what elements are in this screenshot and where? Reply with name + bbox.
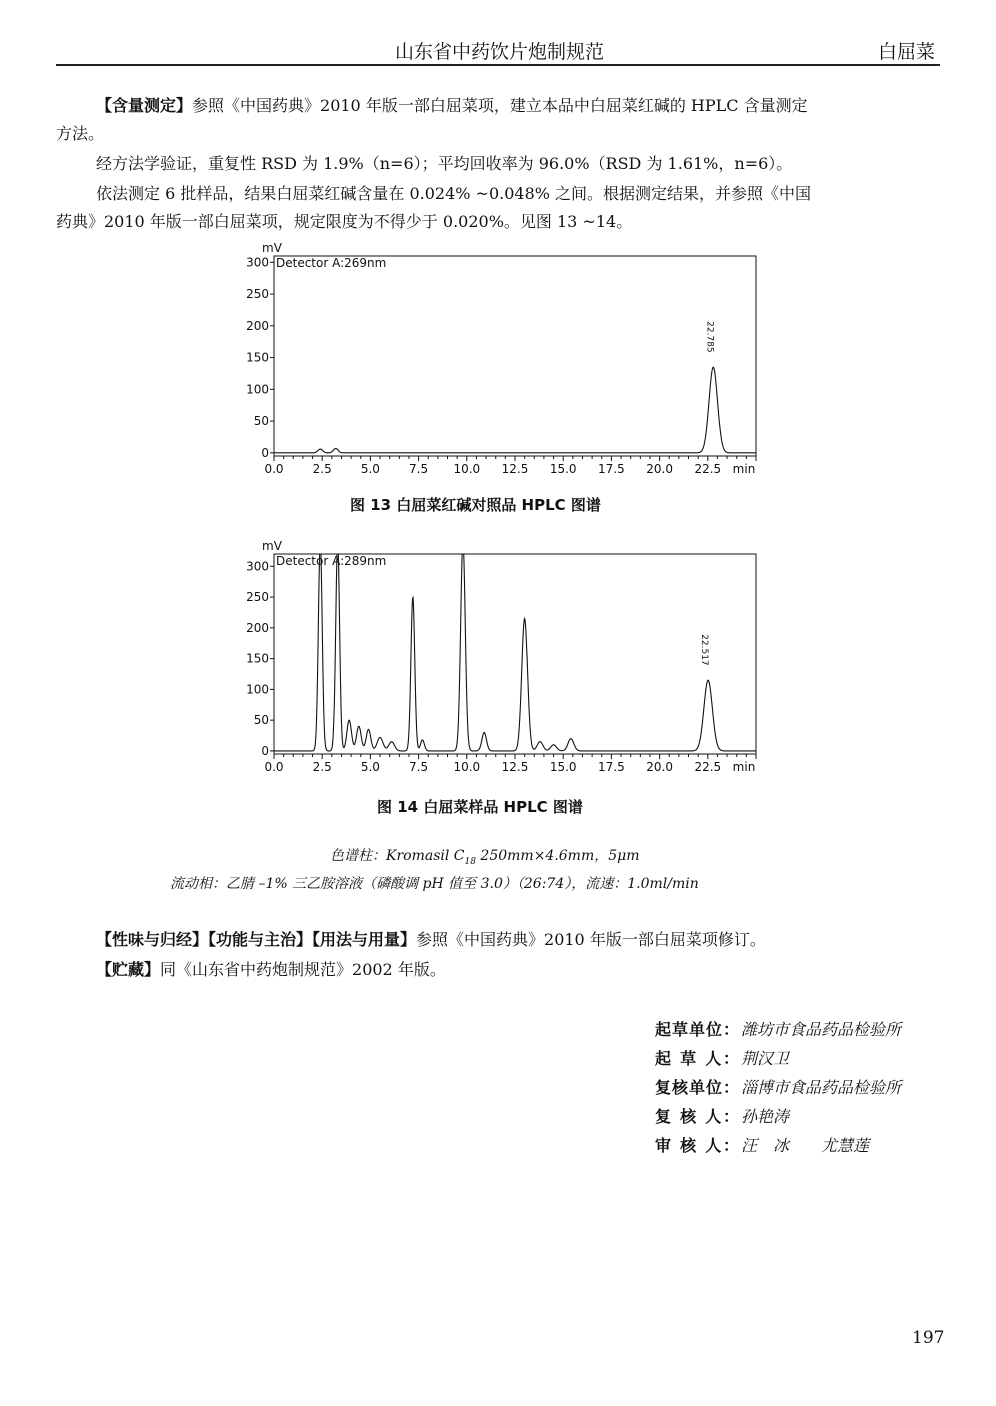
y-tick-label: 150 [246,651,269,666]
x-tick-label: 7.5 [409,760,429,772]
signature-label: 起 草 人： [655,1049,739,1068]
signature-value: 汪 冰 尤慧莲 [741,1136,870,1155]
x-tick-label: 17.5 [598,760,625,772]
x-tick-label: 2.5 [312,760,332,772]
peak-retention-label: 22.785 [704,321,715,353]
signature-label: 审 核 人： [655,1136,739,1155]
column-condition [330,845,640,867]
y-tick-label: 50 [253,414,269,429]
properties-labels: 【性味与归经】【功能与主治】【用法与用量】 [96,930,417,949]
chromatogram-trace [274,367,756,453]
column-text: 色谱柱：Kromasil C [330,848,465,864]
result-line-2: 药典》2010 年版一部白屈菜项，规定限度为不得少于 0.020%。见图 13 ~14。 [56,212,633,231]
y-tick-label: 50 [253,713,269,728]
signature-label: 起草单位： [655,1020,739,1039]
validation-text: 经方法学验证，重复性 RSD 为 1.9%（n=6）；平均回收率为 96.0%（RSD 为 1.61%，n=6）。 [96,154,793,173]
x-tick-label: 0.0 [264,760,284,772]
signature-value: 潍坊市食品药品检验所 [741,1020,902,1039]
fig14-chromatogram [236,536,772,772]
y-tick-label: 100 [246,682,269,697]
detector-label: Detector A:269nm [276,256,387,270]
signature-value: 淄博市食品药品检验所 [741,1078,902,1097]
running-header-title: 山东省中药饮片炮制规范 [395,41,605,63]
storage-text: 同《山东省中药炮制规范》2002 年版。 [160,960,446,979]
result-line-1: 依法测定 6 批样品，结果白屈菜红碱含量在 0.024% ~0.048% 之间。根据测定结果，并参照《中国 [96,184,812,203]
y-tick-label: 250 [246,287,269,302]
peak-retention-label: 22.517 [699,634,710,666]
x-tick-label: 10.0 [453,760,481,772]
signature-value: 孙艳涛 [741,1107,790,1126]
y-axis-unit: mV [262,241,282,255]
y-tick-label: 200 [246,620,269,635]
x-axis-unit: min [732,760,756,772]
x-tick-label: 0.0 [264,462,284,474]
storage-line [96,959,446,981]
chromatogram-trace [274,548,756,751]
x-tick-label: 15.0 [549,760,577,772]
plot-frame [274,554,756,754]
storage-label: 【贮藏】 [96,960,161,979]
y-tick-label: 300 [246,255,269,270]
signature-value: 荆汉卫 [741,1049,790,1068]
fig14-caption: 图 14 白屈菜样品 HPLC 图谱 [377,798,583,816]
x-tick-label: 12.5 [501,462,529,474]
x-tick-label: 5.0 [360,462,380,474]
assay-text-1: 参照《中国药典》2010 年版一部白屈菜项，建立本品中白屈菜红碱的 HPLC 含量测定 [192,96,808,115]
running-header-section: 白屈菜 [878,41,936,63]
signature-row [655,1046,789,1069]
assay-label: 【含量测定】 [96,96,193,115]
y-tick-label: 250 [246,590,269,605]
y-tick-label: 0 [261,445,269,460]
page-number: 197 [912,1328,945,1348]
y-tick-label: 0 [261,743,269,758]
signature-row [655,1133,869,1156]
assay-line-2: 方法。 [56,124,105,143]
x-tick-label: 2.5 [312,462,332,474]
detector-label: Detector A:289nm [276,554,387,568]
signature-row [655,1104,789,1127]
x-tick-label: 22.5 [694,760,722,772]
x-tick-label: 20.0 [646,462,673,474]
signature-label: 复核单位： [655,1078,739,1097]
x-tick-label: 17.5 [598,462,625,474]
y-axis-unit: mV [262,539,282,553]
column-subscript: 18 [464,856,476,867]
x-tick-label: 22.5 [694,462,722,474]
x-tick-label: 10.0 [453,462,481,474]
y-tick-label: 100 [246,382,269,397]
mobile-phase-condition: 流动相：乙腈 –1% 三乙胺溶液（磷酸调 pH 值至 3.0）（26:74），流速：1.0ml/min [170,876,699,892]
fig13-caption: 图 13 白屈菜红碱对照品 HPLC 图谱 [350,496,601,514]
signature-label: 复 核 人： [655,1107,739,1126]
y-tick-label: 200 [246,318,269,333]
column-tail: 250mm×4.6mm，5μm [475,848,640,864]
x-axis-unit: min [732,462,756,474]
signature-row [655,1075,901,1098]
signature-row [655,1017,901,1040]
plot-frame [274,256,756,456]
x-tick-label: 12.5 [501,760,529,772]
y-tick-label: 300 [246,559,269,574]
x-tick-label: 7.5 [409,462,429,474]
properties-line [96,929,766,951]
header-rule [56,64,940,66]
y-tick-label: 150 [246,350,269,365]
assay-line-1 [96,95,808,117]
x-tick-label: 5.0 [360,760,380,772]
x-tick-label: 20.0 [646,760,673,772]
properties-text: 参照《中国药典》2010 年版一部白屈菜项修订。 [416,930,766,949]
x-tick-label: 15.0 [549,462,577,474]
fig13-chromatogram [236,238,772,474]
